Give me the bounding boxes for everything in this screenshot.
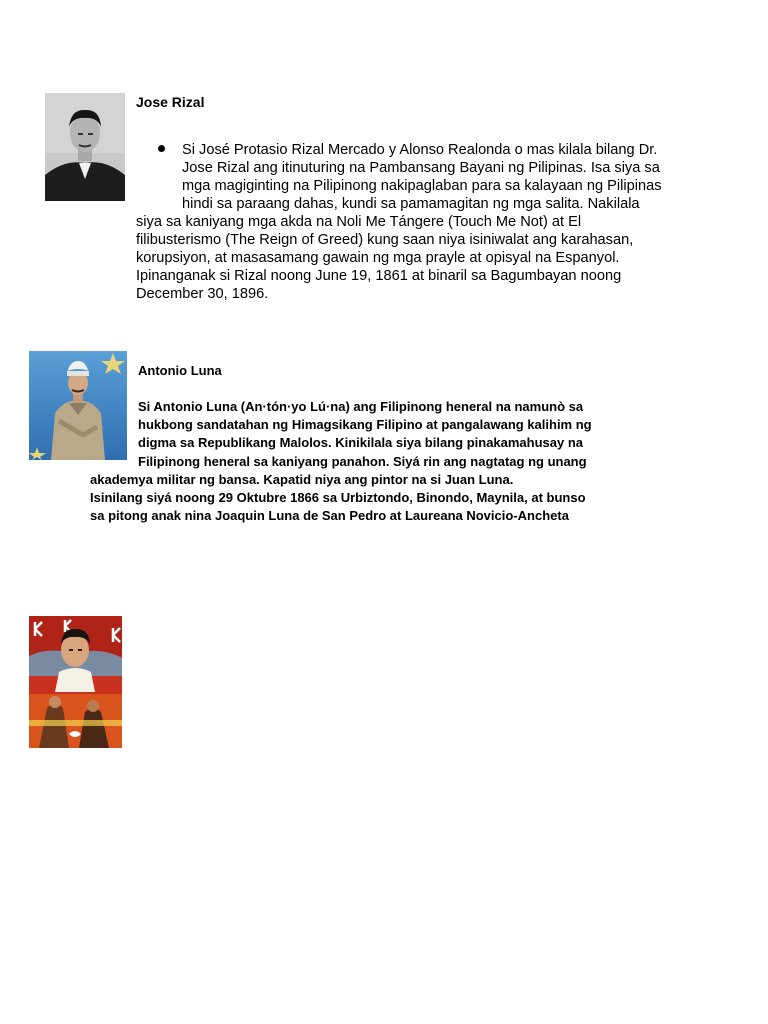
bio-line: hukbong sandatahan ng Himagsikang Filipino at pangalawang kalihim ng xyxy=(138,417,592,433)
bio-line: Ipinanganak si Rizal noong June 19, 1861 at binaril sa Bagumbayan noong xyxy=(136,268,622,284)
bio-line: Si José Protasio Rizal Mercado y Alonso Realonda o mas kilala bilang Dr. xyxy=(182,142,658,158)
bio-line: akademya militar ng bansa. Kapatid niya ang pintor na si Juan Luna. xyxy=(90,471,514,487)
bio-line: sa pitong anak nina Joaquin Luna de San Pedro at Laureana Novicio-Ancheta xyxy=(90,508,569,524)
katipunan-poster-image xyxy=(29,616,122,748)
bullet-icon xyxy=(158,145,165,152)
bio-line: mga magiginting na Pilipinong nakipaglaban para sa kalayaan ng Pilipinas xyxy=(182,178,662,194)
bio-line: Isinilang siyá noong 29 Oktubre 1866 sa Urbiztondo, Binondo, Maynila, at bunso xyxy=(90,490,586,506)
antonio-luna-bio xyxy=(90,398,670,525)
jose-rizal-bio xyxy=(136,141,681,303)
antonio-luna-heading: Antonio Luna xyxy=(138,363,222,378)
bio-line: siya sa kaniyang mga akda na Noli Me Tángere (Touch Me Not) at El xyxy=(136,214,582,230)
bio-line: Jose Rizal ang itinuturing na Pambansang Bayani ng Pilipinas. Isa siya sa xyxy=(182,160,660,176)
jose-rizal-portrait xyxy=(45,93,125,201)
bio-line: December 30, 1896. xyxy=(136,286,269,302)
bio-line: hindi sa paraang dahas, kundi sa pamamagitan ng mga salita. Nakilala xyxy=(182,196,640,212)
bio-line: Filipinong heneral sa kaniyang panahon. Siyá rin ang nagtatag ng unang xyxy=(138,453,587,469)
bio-line: filibusterismo (The Reign of Greed) kung saan niya isiniwalat ang karahasan, xyxy=(136,232,634,248)
bio-line: korupsiyon, at masasamang gawain ng mga prayle at opisyal na Espanyol. xyxy=(136,250,620,266)
bio-line: digma sa Republikang Malolos. Kinikilala siya bilang pinakamahusay na xyxy=(138,435,584,451)
bio-line: Si Antonio Luna (An·tón·yo Lú·na) ang Filipinong heneral na namunò sa xyxy=(138,399,584,414)
jose-rizal-heading: Jose Rizal xyxy=(136,94,205,110)
